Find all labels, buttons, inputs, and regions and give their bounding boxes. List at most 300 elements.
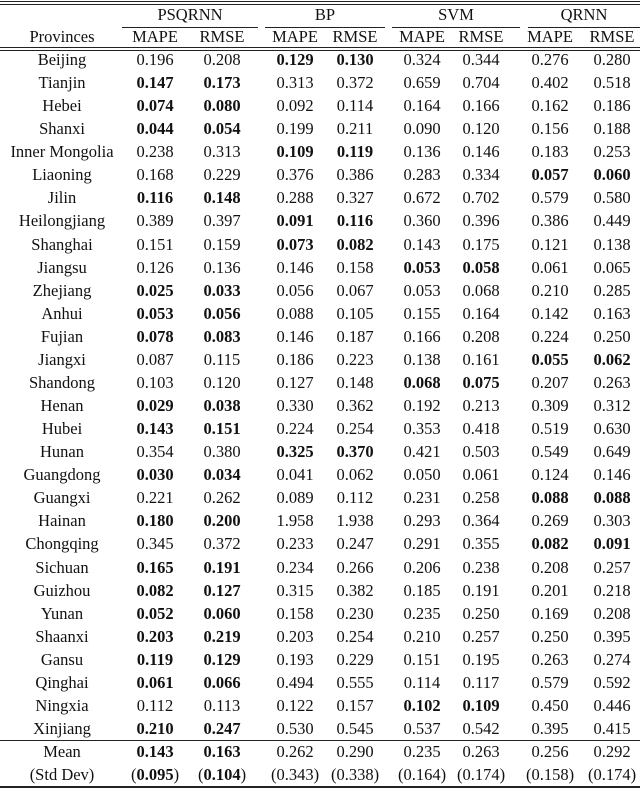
value-cell	[451, 556, 511, 579]
value-cell	[265, 625, 325, 648]
value: 0.659	[403, 73, 441, 93]
value-cell	[392, 602, 452, 625]
value-cell	[451, 509, 511, 532]
value-cell	[451, 648, 511, 671]
value: 0.257	[593, 557, 631, 577]
province-name: Guizhou	[33, 580, 91, 600]
value: 0.112	[136, 695, 174, 715]
value: 0.114	[403, 672, 441, 692]
value: 0.119	[336, 142, 374, 162]
value: 0.029	[136, 396, 174, 416]
value: 0.389	[136, 211, 174, 231]
value-cell	[325, 648, 385, 671]
value: 0.247	[336, 534, 374, 554]
value-cell	[451, 602, 511, 625]
value: 0.146	[276, 257, 314, 277]
best-value-cell	[325, 440, 385, 463]
value-cell	[451, 717, 511, 740]
value-cell	[451, 440, 511, 463]
value: 0.073	[276, 234, 314, 254]
value-cell	[265, 648, 325, 671]
value-cell	[451, 348, 511, 371]
value: 0.143	[136, 742, 174, 761]
value: 0.370	[336, 442, 374, 462]
value: 0.238	[462, 557, 500, 577]
value-cell	[192, 440, 252, 463]
value: 0.087	[136, 349, 174, 369]
province-name: Chongqing	[25, 534, 99, 554]
best-value-cell	[125, 463, 185, 486]
value: 0.338	[336, 765, 374, 784]
value: 0.250	[593, 326, 631, 346]
value-cell	[520, 186, 580, 209]
value-cell	[265, 256, 325, 279]
value: 0.235	[403, 742, 441, 761]
best-value-cell	[520, 163, 580, 186]
value: 0.195	[462, 649, 500, 669]
summary-row	[0, 763, 640, 786]
value-cell	[325, 348, 385, 371]
table-row	[0, 602, 640, 625]
value-cell	[192, 486, 252, 509]
value-cell	[392, 671, 452, 694]
value: 0.386	[336, 165, 374, 185]
provinces-header: Provinces	[29, 27, 95, 46]
province-name: Tianjin	[38, 73, 86, 93]
province-name: Guangxi	[33, 488, 91, 508]
value-cell	[265, 671, 325, 694]
value-cell	[192, 256, 252, 279]
best-value-cell	[125, 671, 185, 694]
value-cell	[325, 532, 385, 555]
value: 0.555	[336, 672, 374, 692]
value: 0.185	[403, 580, 441, 600]
value: 0.105	[336, 303, 374, 323]
table-row	[0, 440, 640, 463]
table-row	[0, 556, 640, 579]
value: 0.120	[462, 119, 500, 139]
value-cell	[392, 648, 452, 671]
value-cell	[520, 694, 580, 717]
table-row	[0, 417, 640, 440]
best-value-cell	[192, 279, 252, 302]
value-cell	[392, 302, 452, 325]
province-name: Shandong	[29, 372, 95, 392]
value: 0.033	[203, 280, 241, 300]
value-cell: (0.164)	[397, 765, 447, 784]
value-cell	[192, 209, 252, 232]
best-value-cell	[125, 509, 185, 532]
value-cell	[520, 117, 580, 140]
province-name: Yunan	[40, 603, 84, 623]
value-cell	[125, 140, 185, 163]
metric-header: MAPE	[132, 27, 178, 46]
value-cell	[325, 256, 385, 279]
value-cell	[325, 602, 385, 625]
value: 0.360	[403, 211, 441, 231]
value: 0.163	[203, 742, 241, 761]
value-cell	[265, 348, 325, 371]
best-value-cell	[125, 279, 185, 302]
value: 0.327	[336, 188, 374, 208]
value-cell	[392, 463, 452, 486]
table-row	[0, 463, 640, 486]
value-cell	[265, 602, 325, 625]
value-cell	[451, 233, 511, 256]
value: 0.117	[462, 672, 500, 692]
value-cell	[520, 509, 580, 532]
value-cell	[265, 579, 325, 602]
province-name: Hebei	[42, 96, 82, 116]
value: 0.143	[403, 234, 441, 254]
value-cell	[325, 509, 385, 532]
value: 0.494	[276, 672, 314, 692]
value-cell	[451, 140, 511, 163]
value: 0.074	[136, 96, 174, 116]
value-cell	[125, 48, 185, 71]
value: 0.138	[593, 234, 631, 254]
best-value-cell	[392, 694, 452, 717]
value-cell	[125, 440, 185, 463]
value-cell	[520, 602, 580, 625]
metric-header: MAPE	[272, 27, 318, 46]
value-cell	[392, 440, 452, 463]
value: 0.054	[203, 119, 241, 139]
table-row	[0, 694, 640, 717]
value: 0.380	[203, 442, 241, 462]
value-cell	[192, 694, 252, 717]
province-name: Hainan	[38, 511, 86, 531]
best-value-cell	[125, 394, 185, 417]
province-name: Xinjiang	[33, 719, 91, 739]
value: 0.549	[531, 442, 569, 462]
value-cell	[582, 94, 640, 117]
value: 0.702	[462, 188, 500, 208]
value: 0.421	[403, 442, 441, 462]
summary-label: Mean	[43, 742, 81, 761]
value-cell	[392, 209, 452, 232]
best-value-cell	[451, 256, 511, 279]
value: 0.238	[136, 142, 174, 162]
table-row	[0, 48, 640, 71]
value-cell	[392, 186, 452, 209]
value: 0.396	[462, 211, 500, 231]
value: 0.136	[403, 142, 441, 162]
value: 0.174	[593, 765, 631, 784]
best-value-cell	[192, 740, 252, 763]
province-name: Shanxi	[39, 119, 85, 139]
value-cell	[325, 579, 385, 602]
value: 0.196	[136, 50, 174, 69]
value: 0.313	[276, 73, 314, 93]
value: 0.254	[336, 626, 374, 646]
best-value-cell	[192, 556, 252, 579]
table-row	[0, 648, 640, 671]
best-value-cell	[192, 625, 252, 648]
value-cell	[325, 279, 385, 302]
best-value-cell	[125, 717, 185, 740]
value-cell	[265, 532, 325, 555]
value-cell	[392, 717, 452, 740]
value: 0.166	[462, 96, 500, 116]
value: 0.376	[276, 165, 314, 185]
value: 0.120	[203, 372, 241, 392]
value-cell	[451, 671, 511, 694]
top-rule	[0, 1, 640, 2]
value-cell	[125, 486, 185, 509]
value-cell	[451, 394, 511, 417]
value-cell	[582, 186, 640, 209]
value: 0.122	[276, 695, 314, 715]
best-value-cell	[125, 579, 185, 602]
value-cell	[520, 671, 580, 694]
value: 0.148	[203, 188, 241, 208]
value-cell: (0.174)	[587, 765, 637, 784]
best-value-cell	[392, 256, 452, 279]
value: 0.256	[531, 742, 569, 761]
value: 0.130	[336, 50, 374, 69]
value: 0.446	[593, 695, 631, 715]
value: 0.165	[136, 557, 174, 577]
value: 0.183	[531, 142, 569, 162]
value: 0.055	[531, 349, 569, 369]
value: 0.057	[531, 165, 569, 185]
best-value-cell	[125, 602, 185, 625]
value: 0.542	[462, 719, 500, 739]
province-name: Qinghai	[35, 672, 89, 692]
value-cell	[520, 394, 580, 417]
value: 0.343	[276, 765, 314, 784]
value-cell	[392, 394, 452, 417]
value: 0.418	[462, 419, 500, 439]
value: 0.247	[203, 719, 241, 739]
value: 0.147	[136, 73, 174, 93]
value-cell	[392, 486, 452, 509]
value: 0.088	[276, 303, 314, 323]
value-cell	[392, 348, 452, 371]
value-cell	[325, 117, 385, 140]
value-cell: (0.174)	[456, 765, 506, 784]
table-row	[0, 348, 640, 371]
table-row	[0, 117, 640, 140]
value: 0.089	[276, 488, 314, 508]
value: 0.672	[403, 188, 441, 208]
value: 0.053	[403, 280, 441, 300]
value: 0.062	[593, 349, 631, 369]
summary-label: (Std Dev)	[29, 765, 95, 784]
value: 0.058	[462, 257, 500, 277]
best-value-cell	[520, 532, 580, 555]
value-cell	[265, 279, 325, 302]
value: 0.395	[593, 626, 631, 646]
province-name: Henan	[40, 396, 84, 416]
value: 0.156	[531, 119, 569, 139]
value: 0.200	[203, 511, 241, 531]
value: 0.173	[203, 73, 241, 93]
table-row	[0, 625, 640, 648]
value-cell	[325, 163, 385, 186]
province-name: Jilin	[47, 188, 77, 208]
value: 0.052	[136, 603, 174, 623]
table-row	[0, 394, 640, 417]
value-cell	[325, 694, 385, 717]
value: 0.082	[136, 580, 174, 600]
value-cell	[451, 302, 511, 325]
value: 0.075	[462, 372, 500, 392]
province-name: Anhui	[41, 303, 83, 323]
best-value-cell	[125, 94, 185, 117]
value: 0.050	[403, 465, 441, 485]
metric-header: MAPE	[399, 27, 445, 46]
value: 0.224	[531, 326, 569, 346]
value-cell	[520, 648, 580, 671]
value: 0.291	[403, 534, 441, 554]
best-value-cell	[325, 140, 385, 163]
value-cell	[582, 71, 640, 94]
value: 0.315	[276, 580, 314, 600]
table-row	[0, 256, 640, 279]
value: 0.114	[336, 96, 374, 116]
table-row	[0, 186, 640, 209]
value: 0.129	[203, 649, 241, 669]
value: 0.164	[403, 96, 441, 116]
value: 0.263	[531, 649, 569, 669]
value: 0.102	[403, 695, 441, 715]
value-cell	[265, 94, 325, 117]
value-cell	[520, 233, 580, 256]
value: 0.382	[336, 580, 374, 600]
value: 0.218	[593, 580, 631, 600]
value: 0.229	[203, 165, 241, 185]
value-cell	[520, 140, 580, 163]
table-row	[0, 717, 640, 740]
value: 0.579	[531, 188, 569, 208]
table-row	[0, 486, 640, 509]
value: 0.592	[593, 672, 631, 692]
value: 0.262	[203, 488, 241, 508]
value: 0.109	[462, 695, 500, 715]
value-cell	[265, 556, 325, 579]
value-cell	[451, 579, 511, 602]
value-cell	[451, 117, 511, 140]
value-cell	[392, 71, 452, 94]
value: 0.192	[403, 396, 441, 416]
value: 0.041	[276, 465, 314, 485]
value-cell	[582, 440, 640, 463]
value-cell	[392, 509, 452, 532]
value: 0.397	[203, 211, 241, 231]
value: 0.210	[531, 280, 569, 300]
value: 0.313	[203, 142, 241, 162]
value-cell	[392, 48, 452, 71]
best-value-cell	[265, 209, 325, 232]
best-value-cell	[520, 486, 580, 509]
metric-header: RMSE	[458, 27, 504, 46]
value: 0.395	[531, 719, 569, 739]
value-cell	[451, 417, 511, 440]
value: 0.233	[276, 534, 314, 554]
value: 0.292	[593, 742, 631, 761]
value-cell	[520, 94, 580, 117]
value: 0.324	[403, 50, 441, 69]
value: 0.224	[276, 419, 314, 439]
value-cell	[265, 325, 325, 348]
value: 0.402	[531, 73, 569, 93]
value: 0.207	[531, 372, 569, 392]
method-header-qrnn: QRNN	[560, 5, 608, 24]
value: 0.091	[276, 211, 314, 231]
value: 0.312	[593, 396, 631, 416]
best-value-cell	[192, 717, 252, 740]
value: 0.537	[403, 719, 441, 739]
province-name: Fujian	[40, 326, 84, 346]
value-cell	[392, 417, 452, 440]
value: 0.266	[336, 557, 374, 577]
value-cell	[582, 279, 640, 302]
value-cell	[582, 694, 640, 717]
value: 0.162	[531, 96, 569, 116]
value-cell	[265, 717, 325, 740]
value-cell	[582, 209, 640, 232]
value: 0.345	[136, 534, 174, 554]
province-name: Liaoning	[32, 165, 92, 185]
value: 0.148	[336, 372, 374, 392]
value-cell	[325, 463, 385, 486]
province-name: Jiangxi	[38, 349, 86, 369]
header-row-methods	[0, 3, 640, 26]
value: 0.088	[531, 488, 569, 508]
value: 0.115	[203, 349, 241, 369]
value-cell	[265, 486, 325, 509]
value: 0.104	[203, 765, 241, 784]
value: 0.166	[403, 326, 441, 346]
value: 0.065	[593, 257, 631, 277]
value-cell	[520, 740, 580, 763]
value: 0.201	[531, 580, 569, 600]
value-cell	[520, 417, 580, 440]
value: 0.210	[403, 626, 441, 646]
value-cell	[125, 348, 185, 371]
value-cell	[265, 417, 325, 440]
value: 0.203	[136, 626, 174, 646]
value: 0.082	[531, 534, 569, 554]
value-cell	[582, 740, 640, 763]
value: 0.269	[531, 511, 569, 531]
value-cell	[265, 302, 325, 325]
value: 0.163	[593, 303, 631, 323]
value-cell	[451, 186, 511, 209]
value: 0.362	[336, 396, 374, 416]
value: 0.253	[593, 142, 631, 162]
table-row	[0, 302, 640, 325]
value-cell	[392, 233, 452, 256]
table-row	[0, 279, 640, 302]
value: 0.274	[593, 649, 631, 669]
value-cell	[582, 117, 640, 140]
value-cell	[451, 163, 511, 186]
best-value-cell: (0.104)	[197, 765, 247, 784]
value-cell	[125, 163, 185, 186]
value-cell	[451, 625, 511, 648]
table-row	[0, 140, 640, 163]
value: 0.545	[336, 719, 374, 739]
value-cell	[125, 209, 185, 232]
value-cell	[451, 48, 511, 71]
best-value-cell	[392, 371, 452, 394]
value-cell	[582, 371, 640, 394]
value: 0.230	[336, 603, 374, 623]
value: 0.066	[203, 672, 241, 692]
